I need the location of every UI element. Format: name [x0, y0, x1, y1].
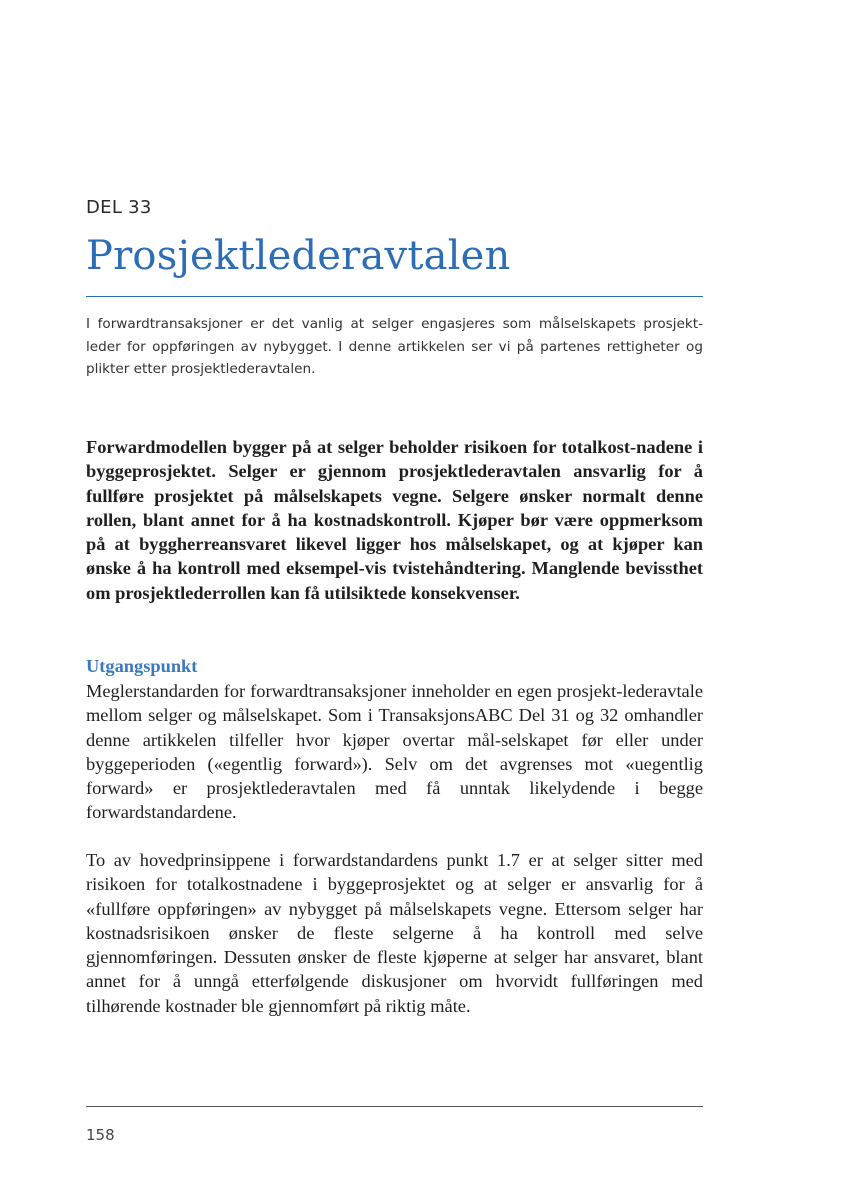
intro-paragraph: Forwardmodellen bygger på at selger beholder risikoen for totalkost-nadene i byggeprosjektet. Selger er gjennom prosjektlederavtalen ansvarlig for å fullføre prosjektet på målselskapets vegne. Selgere ønsker normalt denne rollen, blant annet for å ha kostnadskontroll. Kjøper bør være oppmerksom på at byggherreansvaret likevel ligger hos målselskapet, og at kjøper kan ønske å ha kontroll med eksempel-vis tvistehåndtering. Manglende bevissthet om prosjektlederrollen kan få utilsiktede konsekvenser. — [86, 437, 703, 603]
title-divider — [86, 296, 703, 297]
article-title: Prosjektlederavtalen — [86, 233, 511, 279]
document-page — [86, 0, 703, 1200]
part-label: DEL 33 — [86, 197, 152, 218]
body-paragraph-1: Meglerstandarden for forwardtransaksjoner inneholder en egen prosjekt-lederavtale mellom selger og målselskapet. Som i TransaksjonsABC Del 31 og 32 omhandler denne artikkelen tilfeller hvor kjøper overtar mål-selskapet før eller under byggeperioden («egentlig forward»). Selv om det avgrenses mot «uegentlig forward» er prosjektlederavtalen med få unntak likelydende i begge forwardstandardene. — [86, 681, 703, 823]
footer-divider — [86, 1106, 703, 1107]
article-lead: I forwardtransaksjoner er det vanlig at selger engasjeres som målselskapets prosjekt-leder for oppføringen av nybygget. I denne artikkelen ser vi på partenes rettigheter og plikter etter prosjektlederavtalen. — [86, 316, 703, 377]
body-paragraph-2: To av hovedprinsippene i forwardstandardens punkt 1.7 er at selger sitter med risikoen for totalkostnadene i byggeprosjektet og at selger er ansvarlig for å «fullføre oppføringen» av nybygget på målselskapets vegne. Ettersom selger har kostnadsrisikoen ønsker de fleste selgerne å ha kontroll med selve gjennomføringen. Dessuten ønsker de fleste kjøperne at selger har ansvaret, blant annet for å unngå etterfølgende diskusjoner om hvorvidt fullføringen med tilhørende kostnader ble gjennomført på riktig måte. — [86, 850, 703, 1016]
page-number: 158 — [86, 1126, 115, 1144]
section-heading: Utgangspunkt — [86, 656, 198, 676]
